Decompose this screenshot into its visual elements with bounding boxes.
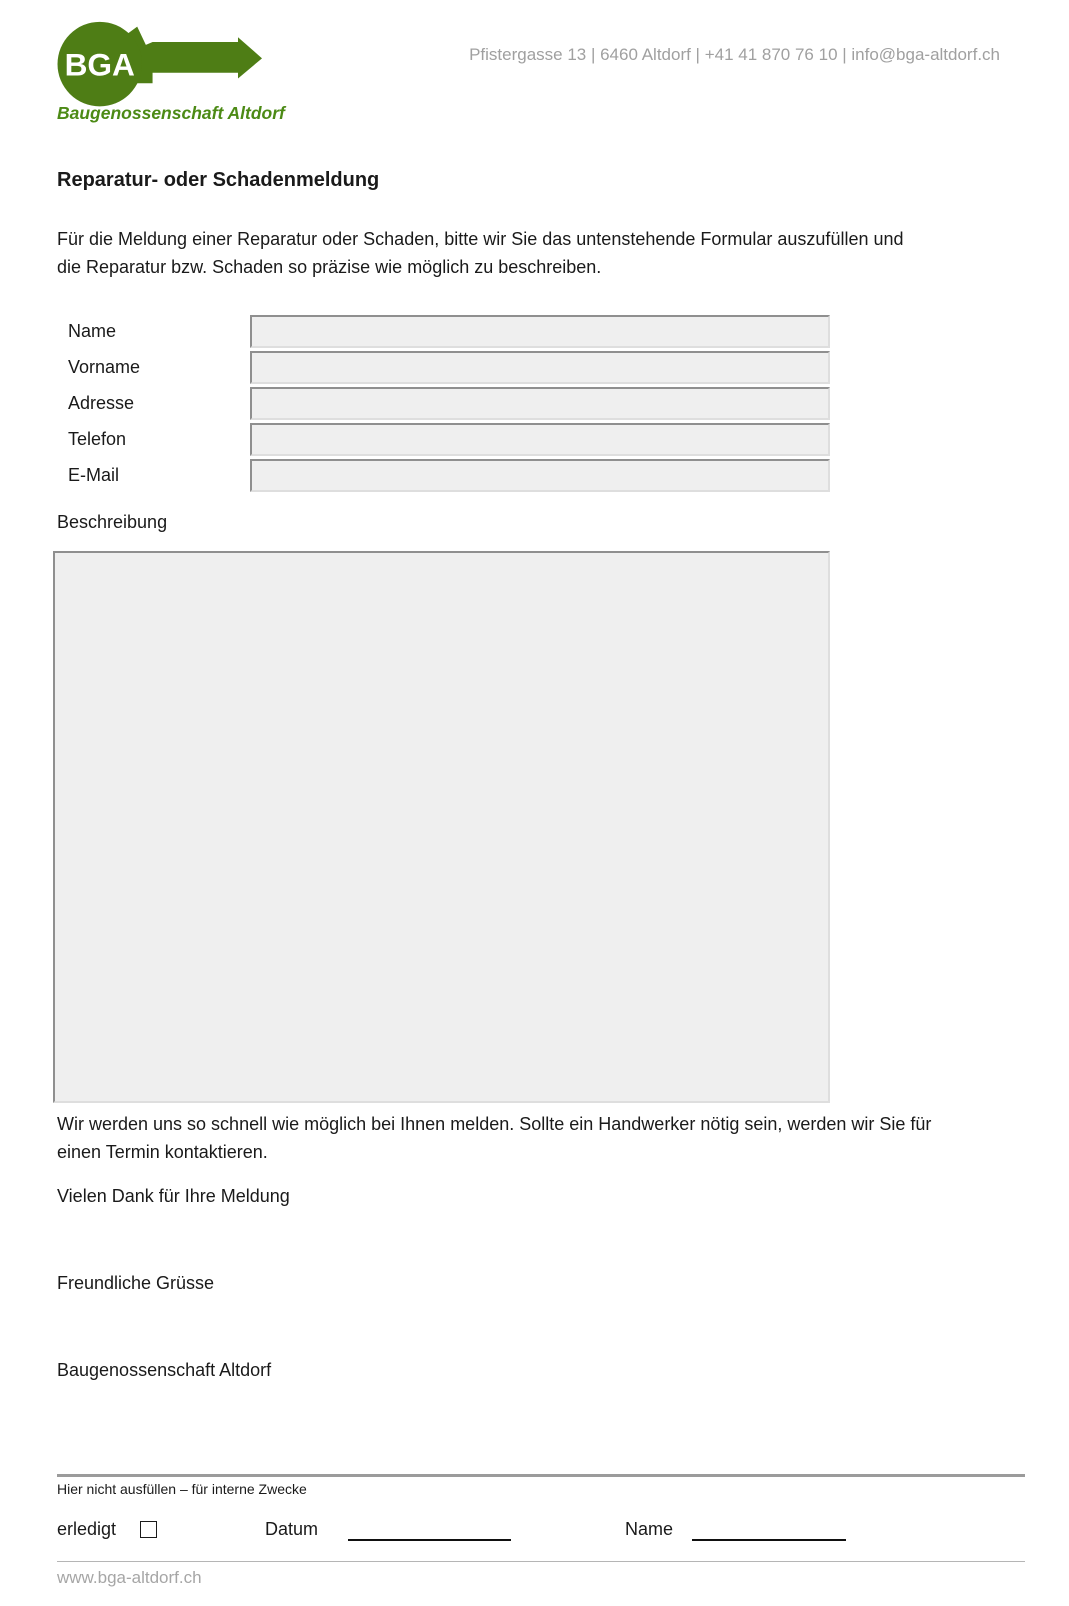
website-footer: www.bga-altdorf.ch: [57, 1568, 202, 1587]
name-fill-line: [692, 1539, 846, 1541]
description-label: Beschreibung: [57, 512, 168, 532]
thanks-note: Vielen Dank für Ihre Meldung: [57, 1186, 290, 1206]
done-checkbox[interactable]: [140, 1521, 157, 1538]
intro-text: Für die Meldung einer Reparatur oder Schaden, bitte wir Sie das untenstehende Formular auszufüllen und die Reparatur bzw. Schaden so präzise wie möglich zu beschreiben.: [57, 229, 904, 277]
field-row-vorname: [57, 351, 832, 385]
done-label: erledigt: [57, 1519, 117, 1539]
logo-acronym: BGA: [64, 46, 135, 83]
page-title: Reparatur- oder Schadenmeldung: [57, 169, 380, 191]
logo-caption: Baugenossenschaft Altdorf: [57, 103, 285, 123]
description-textarea[interactable]: [53, 551, 830, 1103]
internal-note: Hier nicht ausfüllen – für interne Zwecke: [57, 1481, 307, 1497]
date-fill-line: [348, 1539, 511, 1541]
vorname-label: Vorname: [68, 357, 141, 377]
closing-note: Freundliche Grüsse: [57, 1273, 215, 1293]
internal-name-label: Name: [625, 1519, 674, 1539]
internal-row: [0, 1519, 1069, 1545]
key-shaft-shape: [123, 27, 262, 84]
adresse-label: Adresse: [68, 393, 135, 413]
field-row-adresse: [57, 387, 832, 421]
field-row-telefon: [57, 423, 832, 457]
vorname-input[interactable]: [250, 351, 830, 384]
adresse-input[interactable]: [250, 387, 830, 420]
date-label: Datum: [265, 1519, 319, 1539]
telefon-input[interactable]: [250, 423, 830, 456]
name-input[interactable]: [250, 315, 830, 348]
email-input[interactable]: [250, 459, 830, 492]
email-label: E-Mail: [68, 465, 120, 485]
internal-divider: [57, 1474, 1025, 1477]
telefon-label: Telefon: [68, 429, 127, 449]
contact-line: Pfistergasse 13 | 6460 Altdorf | +41 41 870 76 10 | info@bga-altdorf.ch: [469, 45, 1000, 64]
bottom-divider: [57, 1561, 1025, 1562]
signature-text: Baugenossenschaft Altdorf: [57, 1360, 272, 1380]
response-note: Wir werden uns so schnell wie möglich bei Ihnen melden. Sollte ein Handwerker nötig sein, werden wir Sie für einen Termin kontaktieren.: [57, 1114, 932, 1162]
name-label: Name: [68, 321, 117, 341]
field-row-name: [57, 315, 832, 349]
bga-key-logo: [55, 18, 277, 114]
field-row-email: [57, 459, 832, 493]
